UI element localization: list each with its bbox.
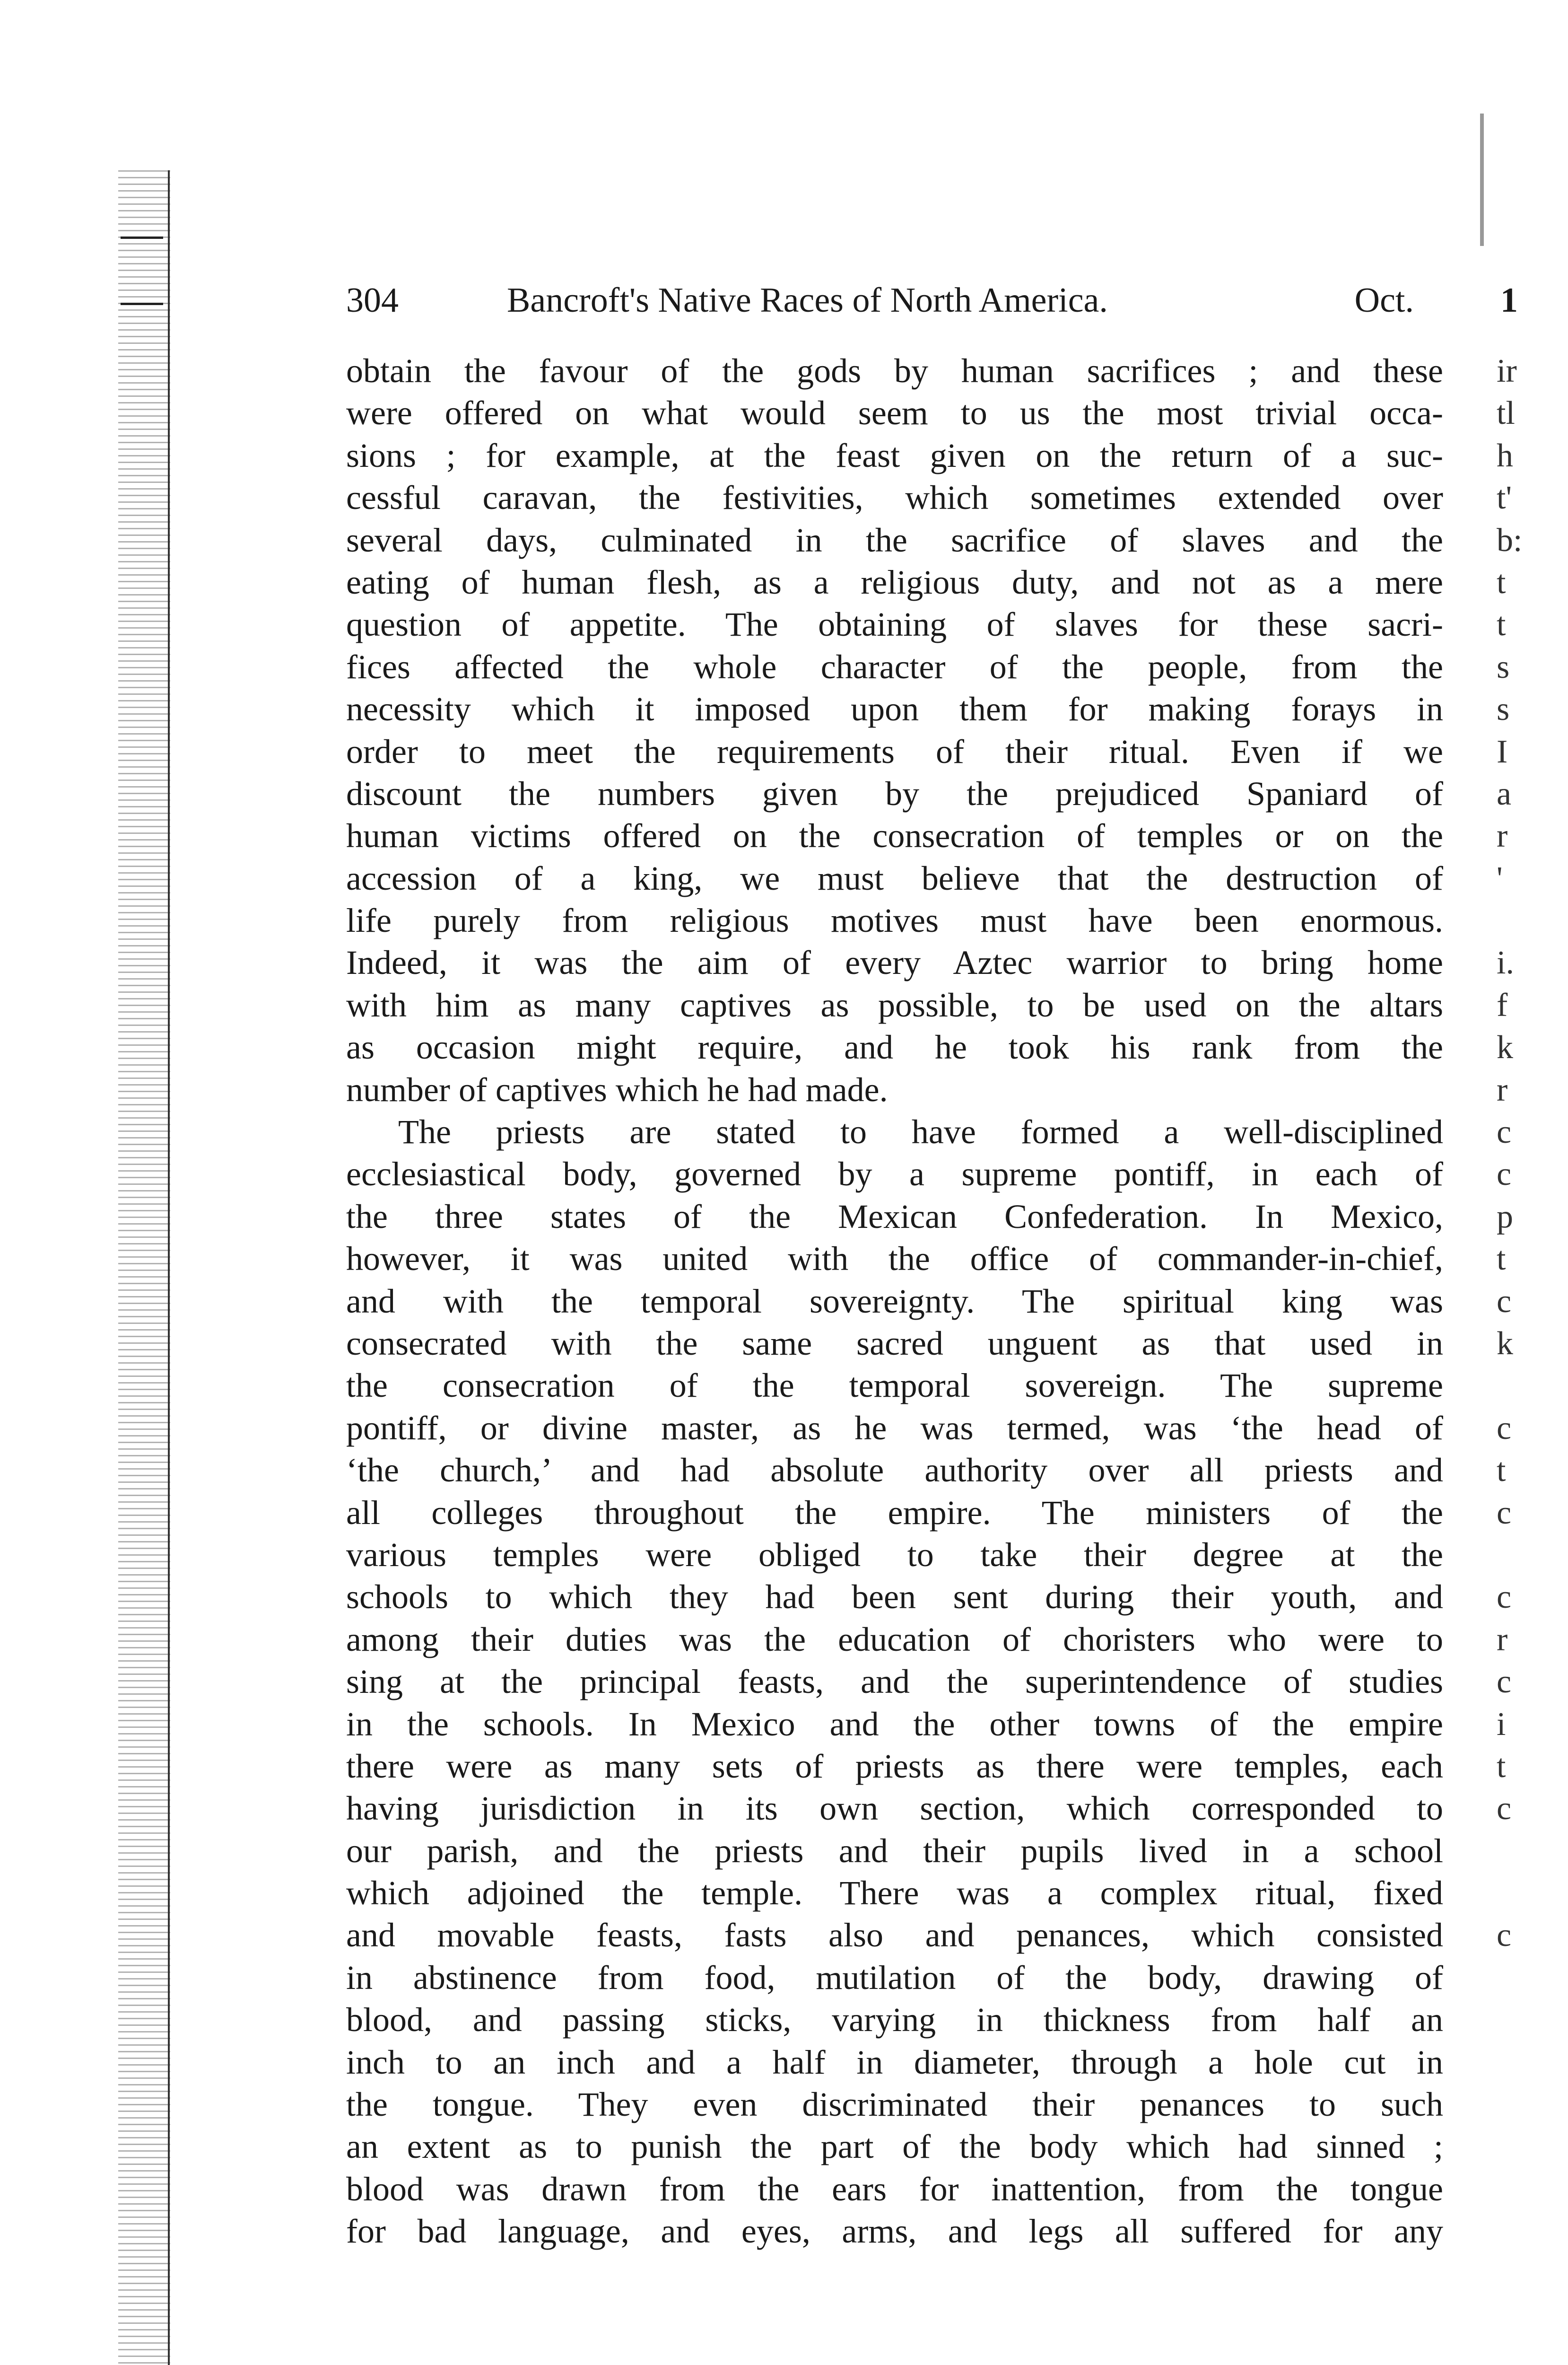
margin-fragment: c [1497, 1664, 1512, 1700]
margin-fragment: p [1497, 1198, 1513, 1235]
margin-fragment: c [1497, 1410, 1512, 1446]
text-line: human victims offered on the consecration of temples or on the [346, 817, 1443, 855]
page-edge-mark [1480, 114, 1484, 246]
text-line: question of appetite. The obtaining of slaves for these sacri- [346, 605, 1443, 644]
text-line: sions ; for example, at the feast given on the return of a suc- [346, 436, 1443, 474]
text-line: blood, and passing sticks, varying in thickness from half an [346, 2001, 1443, 2039]
text-line: schools to which they had been sent during their youth, and [346, 1578, 1443, 1616]
text-line: eating of human flesh, as a religious duty, and not as a mere [346, 563, 1443, 601]
margin-fragment: tl [1497, 395, 1515, 432]
margin-fragment: ' [1497, 860, 1503, 897]
gutter-dash [121, 236, 163, 239]
margin-fragment: r [1497, 818, 1508, 855]
text-line: various temples were obliged to take their degree at the [346, 1535, 1443, 1574]
text-line: with him as many captives as possible, to be used on the altars [346, 986, 1443, 1024]
text-line: Indeed, it was the aim of every Aztec warrior to bring home [346, 944, 1443, 982]
text-line: accession of a king, we must believe that the destruction of [346, 859, 1443, 897]
text-line: among their duties was the education of choristers who were to [346, 1620, 1443, 1658]
margin-fragment [1497, 1534, 1553, 1576]
margin-fragment: r [1497, 1071, 1508, 1108]
text-line: number of captives which he had made. [346, 1070, 888, 1109]
margin-fragment: i [1497, 1706, 1506, 1743]
gutter-rule [168, 170, 170, 2365]
text-line: which adjoined the temple. There was a complex ritual, fixed [346, 1874, 1443, 1912]
facing-page-edge: 1 [1500, 281, 1518, 320]
text-line: inch to an inch and a half in diameter, through a hole cut in [346, 2043, 1443, 2081]
margin-fragment: s [1497, 648, 1510, 685]
margin-fragment: k [1497, 1325, 1513, 1362]
text-line: pontiff, or divine master, as he was termed, was ‘the head of [346, 1409, 1443, 1447]
text-line: and movable feasts, fasts also and penances, which consisted [346, 1916, 1443, 1954]
binding-gutter [118, 170, 170, 2365]
margin-fragment: c [1497, 1114, 1512, 1151]
text-line: an extent as to punish the part of the body which had sinned ; [346, 2128, 1443, 2166]
margin-fragment: t [1497, 1748, 1506, 1785]
margin-fragment [1497, 1830, 1553, 1872]
text-line: the tongue. They even discriminated their penances to such [346, 2085, 1443, 2124]
body-text [346, 350, 1443, 2253]
text-line: order to meet the requirements of their ritual. Even if we [346, 732, 1443, 771]
text-line: cessful caravan, the festivities, which sometimes extended over [346, 479, 1443, 517]
text-line: having jurisdiction in its own section, which corresponded to [346, 1789, 1443, 1828]
margin-fragment: c [1497, 1917, 1512, 1954]
margin-fragment: f [1497, 987, 1508, 1024]
margin-fragment: b: [1497, 522, 1523, 559]
running-head [346, 274, 1518, 326]
text-line: for bad language, and eyes, arms, and legs all suffered for any [346, 2212, 1443, 2251]
text-line: blood was drawn from the ears for inattention, from the tongue [346, 2170, 1443, 2208]
text-line: sing at the principal feasts, and the superintendence of studies [346, 1663, 1443, 1701]
margin-fragment: c [1497, 1494, 1512, 1531]
text-line: fices affected the whole character of the people, from the [346, 648, 1443, 686]
text-line: were offered on what would seem to us the most trivial occa- [346, 394, 1443, 432]
text-line: as occasion might require, and he took his rank from the [346, 1028, 1443, 1067]
margin-fragment: c [1497, 1156, 1512, 1193]
page-number: 304 [346, 281, 399, 320]
running-title: Bancroft's Native Races of North America. [507, 281, 1108, 320]
text-line: all colleges throughout the empire. The ministers of the [346, 1493, 1443, 1532]
margin-fragment: t [1497, 606, 1506, 643]
margin-fragment: c [1497, 1790, 1512, 1827]
facing-page-fragments [1497, 350, 1553, 1957]
text-line: the consecration of the temporal sovereign. The supreme [346, 1366, 1443, 1405]
text-line: The priests are stated to have formed a well-disciplined [398, 1113, 1443, 1151]
text-line: several days, culminated in the sacrifice of slaves and the [346, 521, 1443, 559]
gutter-dash [121, 303, 163, 305]
margin-fragment: a [1497, 775, 1512, 812]
text-line: our parish, and the priests and their pupils lived in a school [346, 1831, 1443, 1870]
margin-fragment: ir [1497, 353, 1517, 389]
margin-fragment: c [1497, 1283, 1512, 1320]
text-line: however, it was united with the office of commander-in-chief, [346, 1240, 1443, 1278]
margin-fragment: t [1497, 1241, 1506, 1278]
margin-fragment [1497, 1872, 1553, 1914]
text-line: discount the numbers given by the prejudiced Spaniard of [346, 774, 1443, 813]
margin-fragment: c [1497, 1579, 1512, 1616]
margin-fragment: h [1497, 437, 1513, 474]
margin-fragment: t [1497, 1452, 1506, 1489]
text-line: necessity which it imposed upon them for making forays in [346, 690, 1443, 728]
text-line: in the schools. In Mexico and the other towns of the empire [346, 1705, 1443, 1743]
margin-fragment: i. [1497, 945, 1514, 981]
margin-fragment [1497, 1365, 1553, 1407]
text-line: the three states of the Mexican Confederation. In Mexico, [346, 1197, 1443, 1235]
running-month: Oct. [1354, 281, 1414, 320]
margin-fragment: r [1497, 1621, 1508, 1658]
text-line: ‘the church,’ and had absolute authority over all priests and [346, 1451, 1443, 1489]
text-line: consecrated with the same sacred unguent as that used in [346, 1324, 1443, 1362]
margin-fragment: k [1497, 1029, 1513, 1066]
text-line: ecclesiastical body, governed by a supreme pontiff, in each of [346, 1155, 1443, 1193]
text-line: and with the temporal sovereignty. The spiritual king was [346, 1282, 1443, 1320]
text-line: there were as many sets of priests as there were temples, each [346, 1747, 1443, 1785]
text-line: obtain the favour of the gods by human sacrifices ; and these [346, 352, 1443, 390]
margin-fragment: I [1497, 733, 1508, 770]
margin-fragment: t' [1497, 480, 1512, 517]
margin-fragment: t [1497, 564, 1506, 601]
margin-fragment: s [1497, 691, 1510, 728]
text-line: in abstinence from food, mutilation of the body, drawing of [346, 1958, 1443, 1997]
text-line: life purely from religious motives must have been enormous. [346, 902, 1443, 940]
margin-fragment [1497, 900, 1553, 942]
